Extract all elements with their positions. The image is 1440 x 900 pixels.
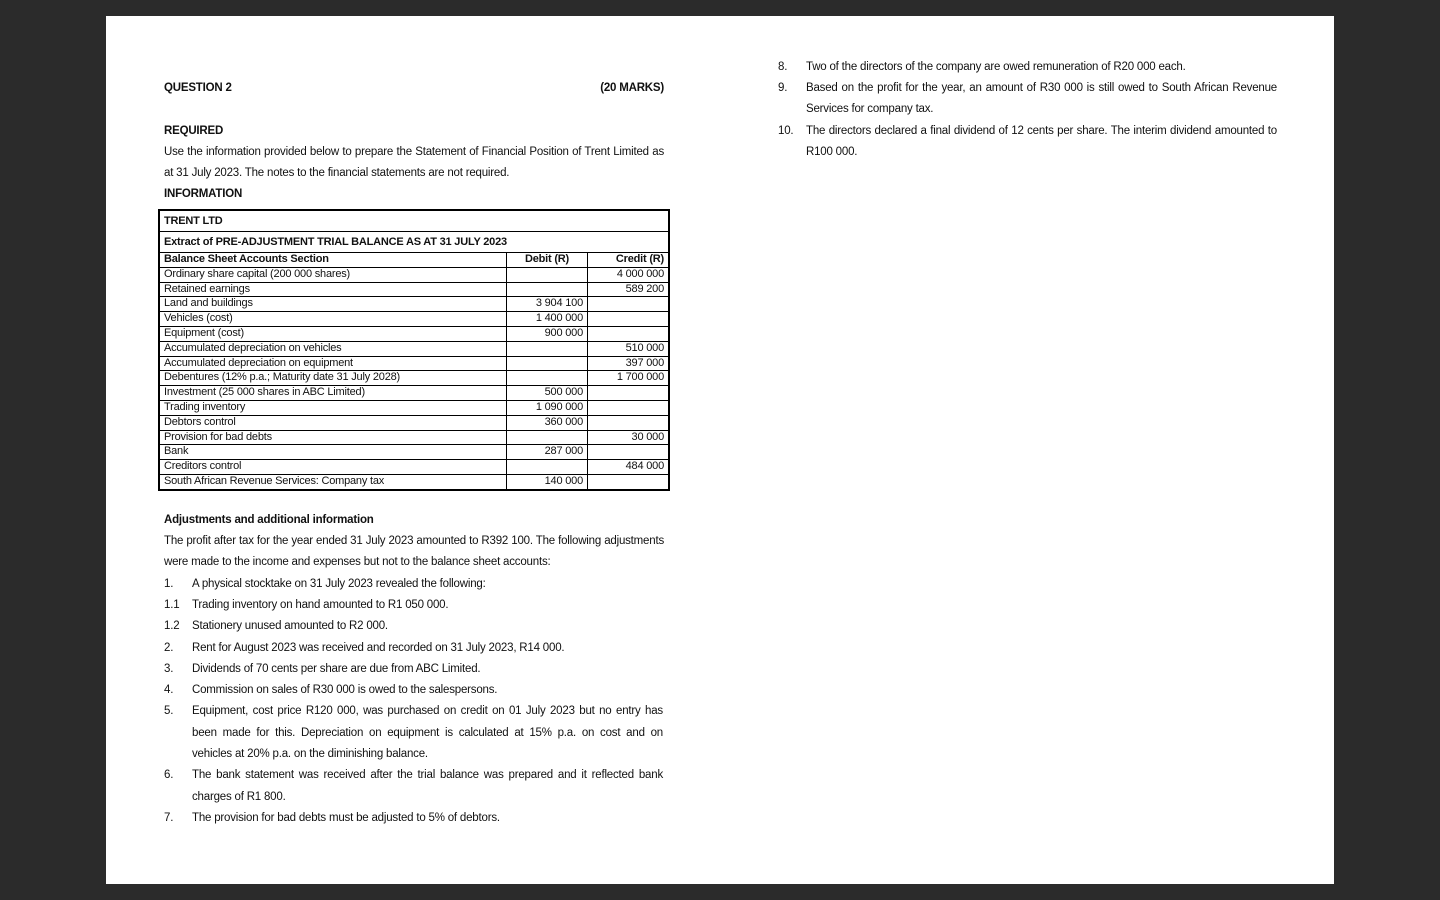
table-row <box>159 326 669 341</box>
required-text: Use the information provided below to prepare the Statement of Financial Position of Trent Limited as at 31 July 2023. The notes to the financial statements are not required. <box>164 146 664 179</box>
account-name: Accumulated depreciation on vehicles <box>159 341 507 356</box>
account-name: Investment (25 000 shares in ABC Limited) <box>159 386 507 401</box>
item-text: Commission on sales of R30 000 is owed to the salespersons. <box>192 684 498 696</box>
column-header-credit: Credit (R) <box>588 253 670 268</box>
debit-value: 140 000 <box>507 474 588 489</box>
credit-value <box>588 386 670 401</box>
adjustments-intro: The profit after tax for the year ended 31 July 2023 amounted to R392 100. The following adjustments were made to the income and expenses but not to the balance sheet accounts: <box>164 535 664 568</box>
debit-value <box>507 430 588 445</box>
account-name: South African Revenue Services: Company tax <box>159 474 507 489</box>
document-page <box>106 16 1334 884</box>
account-name: Debentures (12% p.a.; Maturity date 31 July 2028) <box>159 371 507 386</box>
table-row <box>159 460 669 475</box>
credit-value: 1 700 000 <box>588 371 670 386</box>
account-name: Ordinary share capital (200 000 shares) <box>159 267 507 282</box>
account-name: Equipment (cost) <box>159 326 507 341</box>
debit-value <box>507 356 588 371</box>
credit-value <box>588 400 670 415</box>
item-number: 2. <box>164 642 174 654</box>
credit-value: 397 000 <box>588 356 670 371</box>
information-heading: INFORMATION <box>164 188 243 200</box>
table-row <box>159 474 669 489</box>
company-name: TRENT LTD <box>159 210 669 232</box>
credit-value <box>588 474 670 489</box>
account-name: Land and buildings <box>159 297 507 312</box>
debit-value <box>507 341 588 356</box>
item-text: The provision for bad debts must be adjusted to 5% of debtors. <box>192 812 500 824</box>
table-row <box>159 415 669 430</box>
table-row <box>159 297 669 312</box>
table-row <box>159 267 669 282</box>
debit-value: 1 090 000 <box>507 400 588 415</box>
required-heading: REQUIRED <box>164 125 224 137</box>
question-title: QUESTION 2 <box>164 82 232 94</box>
debit-value <box>507 282 588 297</box>
credit-value <box>588 326 670 341</box>
table-row <box>159 312 669 327</box>
credit-value: 510 000 <box>588 341 670 356</box>
item-number: 4. <box>164 684 174 696</box>
account-name: Vehicles (cost) <box>159 312 507 327</box>
item-number: 6. <box>164 769 174 781</box>
account-name: Debtors control <box>159 415 507 430</box>
item-number: 1. <box>164 578 174 590</box>
item-text: The bank statement was received after the trial balance was prepared and it reflected bank charges of R1 800. <box>192 769 663 803</box>
item-text: Trading inventory on hand amounted to R1 050 000. <box>192 599 449 611</box>
credit-value: 30 000 <box>588 430 670 445</box>
debit-value: 287 000 <box>507 445 588 460</box>
debit-value <box>507 460 588 475</box>
credit-value <box>588 445 670 460</box>
credit-value: 484 000 <box>588 460 670 475</box>
item-number: 1.1 <box>164 599 180 611</box>
account-name: Creditors control <box>159 460 507 475</box>
debit-value: 500 000 <box>507 386 588 401</box>
item-text: The directors declared a final dividend of 12 cents per share. The interim dividend amounted to R100 000. <box>806 125 1277 158</box>
credit-value: 589 200 <box>588 282 670 297</box>
item-number: 9. <box>778 82 788 94</box>
account-name: Accumulated depreciation on equipment <box>159 356 507 371</box>
trial-balance-title: Extract of PRE-ADJUSTMENT TRIAL BALANCE AS AT 31 JULY 2023 <box>159 232 669 253</box>
credit-value <box>588 297 670 312</box>
table-row <box>159 445 669 460</box>
table-header-row <box>159 253 669 268</box>
table-row <box>159 386 669 401</box>
item-text: Stationery unused amounted to R2 000. <box>192 620 388 632</box>
item-number: 7. <box>164 812 174 824</box>
debit-value <box>507 371 588 386</box>
item-text: A physical stocktake on 31 July 2023 revealed the following: <box>192 578 486 590</box>
table-row <box>159 430 669 445</box>
account-name: Provision for bad debts <box>159 430 507 445</box>
item-number: 10. <box>778 125 794 137</box>
debit-value: 3 904 100 <box>507 297 588 312</box>
debit-value <box>507 267 588 282</box>
debit-value: 900 000 <box>507 326 588 341</box>
item-number: 1.2 <box>164 620 180 632</box>
table-row <box>159 400 669 415</box>
credit-value <box>588 312 670 327</box>
column-header-debit: Debit (R) <box>507 253 588 268</box>
item-text: Based on the profit for the year, an amount of R30 000 is still owed to South African Revenue Services for company tax. <box>806 82 1277 115</box>
adjustments-heading: Adjustments and additional information <box>164 514 374 526</box>
trial-balance-table <box>158 209 670 491</box>
item-number: 5. <box>164 705 174 717</box>
debit-value: 1 400 000 <box>507 312 588 327</box>
item-text: Equipment, cost price R120 000, was purchased on credit on 01 July 2023 but no entry has been made for this. Depreciation on equipment is calculated at 15% p.a. on cost and on vehicles at 20% p.a. on the diminishing balance. <box>192 705 663 760</box>
account-name: Bank <box>159 445 507 460</box>
account-name: Retained earnings <box>159 282 507 297</box>
item-text: Two of the directors of the company are owed remuneration of R20 000 each. <box>806 61 1186 73</box>
debit-value: 360 000 <box>507 415 588 430</box>
item-number: 8. <box>778 61 788 73</box>
item-text: Dividends of 70 cents per share are due from ABC Limited. <box>192 663 481 675</box>
account-name: Trading inventory <box>159 400 507 415</box>
table-row <box>159 371 669 386</box>
item-number: 3. <box>164 663 174 675</box>
credit-value <box>588 415 670 430</box>
table-row <box>159 356 669 371</box>
column-header-account: Balance Sheet Accounts Section <box>159 253 507 268</box>
item-text: Rent for August 2023 was received and recorded on 31 July 2023, R14 000. <box>192 642 565 654</box>
table-row <box>159 282 669 297</box>
question-marks: (20 MARKS) <box>600 82 664 94</box>
credit-value: 4 000 000 <box>588 267 670 282</box>
table-row <box>159 341 669 356</box>
